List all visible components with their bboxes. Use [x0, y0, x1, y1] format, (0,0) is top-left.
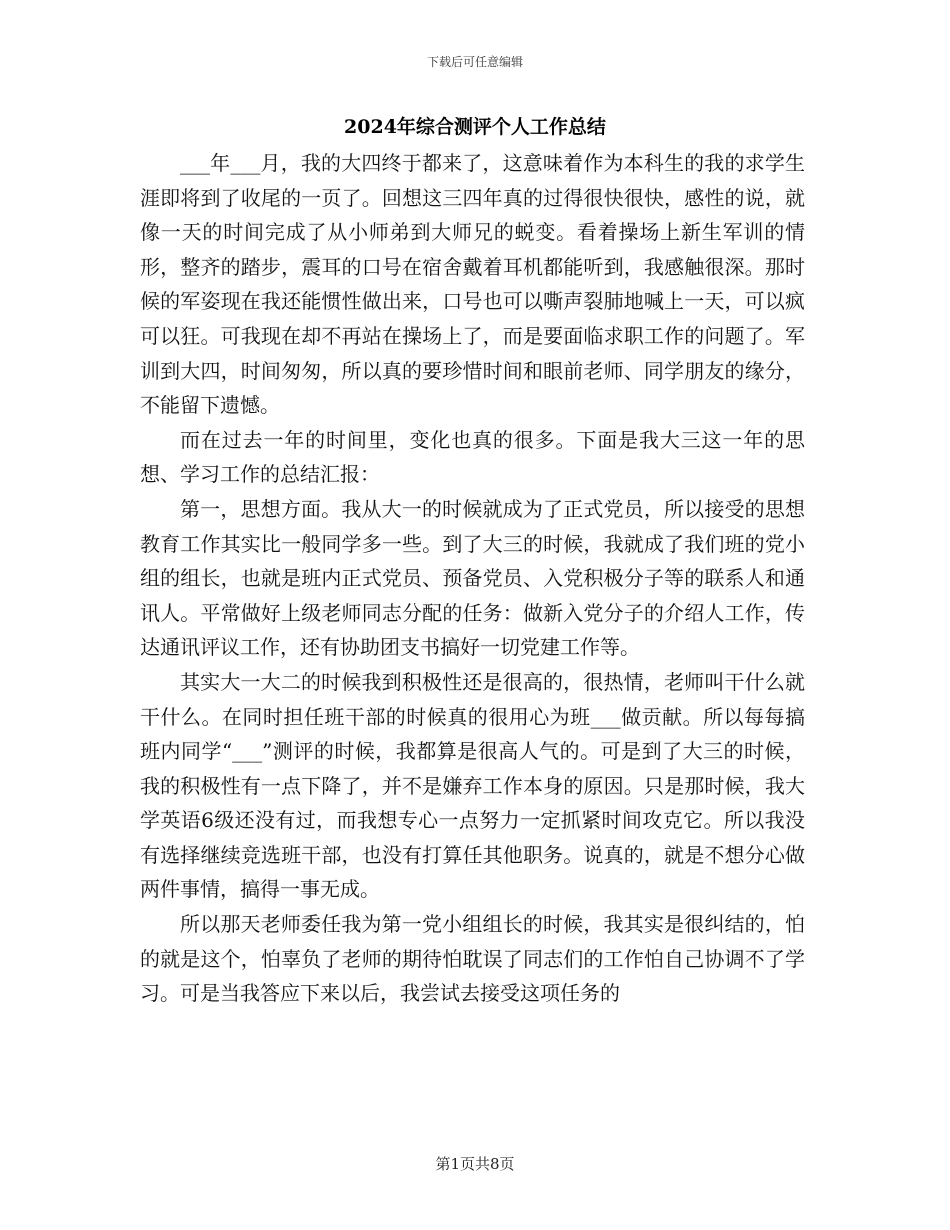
page-header: 下载后可任意编辑	[426, 55, 523, 69]
document-body	[140, 146, 805, 1011]
page-footer: 第1页共8页	[435, 1155, 515, 1173]
paragraph-4: 其实大一大二的时候我到积极性还是很高的，很热情，老师叫干什么就干什么。在同时担任班干部的时候真的很用心为班___做贡献。所以每每搞班内同学“___”测评的时候，我都算是很高人气的。可是到了大三的时候，我的积极性有一点下降了，并不是嫌弃工作本身的原因。只是那时候，我大学英语6级还没有过，而我想专心一点努力一定抓紧时间攻克它。所以我没有选择继续竞选班干部，也没有打算任其他职务。说真的，就是不想分心做两件事情，搞得一事无成。	[140, 669, 805, 902]
paragraph-2: 而在过去一年的时间里，变化也真的很多。下面是我大三这一年的思想、学习工作的总结汇报：	[140, 427, 805, 487]
paragraph-5: 所以那天老师委任我为第一党小组组长的时候，我其实是很纠结的，怕的就是这个，怕辜负了老师的期待怕耽误了同志们的工作怕自己协调不了学习。可是当我答应下来以后，我尝试去接受这项任务的	[140, 912, 805, 1006]
document-title: 2024年综合测评个人工作总结	[344, 116, 606, 138]
paragraph-1: ___年___月，我的大四终于都来了，这意味着作为本科生的我的求学生涯即将到了收尾的一页了。回想这三四年真的过得很快很快，感性的说，就像一天的时间完成了从小师弟到大师兄的蜕变。看着操场上新生军训的情形，整齐的踏步，震耳的口号在宿舍戴着耳机都能听到，我感触很深。那时候的军姿现在我还能惯性做出来，口号也可以嘶声裂肺地喊上一天，可以疯可以狂。可我现在却不再站在操场上了，而是要面临求职工作的问题了。军训到大四，时间匆匆，所以真的要珍惜时间和眼前老师、同学朋友的缘分，不能留下遗憾。	[140, 151, 805, 418]
paragraph-3: 第一，思想方面。我从大一的时候就成为了正式党员，所以接受的思想教育工作其实比一般同学多一些。到了大三的时候，我就成了我们班的党小组的组长，也就是班内正式党员、预备党员、入党积极分子等的联系人和通讯人。平常做好上级老师同志分配的任务：做新入党分子的介绍人工作，传达通讯评议工作，还有协助团支书搞好一切党建工作等。	[140, 496, 805, 660]
